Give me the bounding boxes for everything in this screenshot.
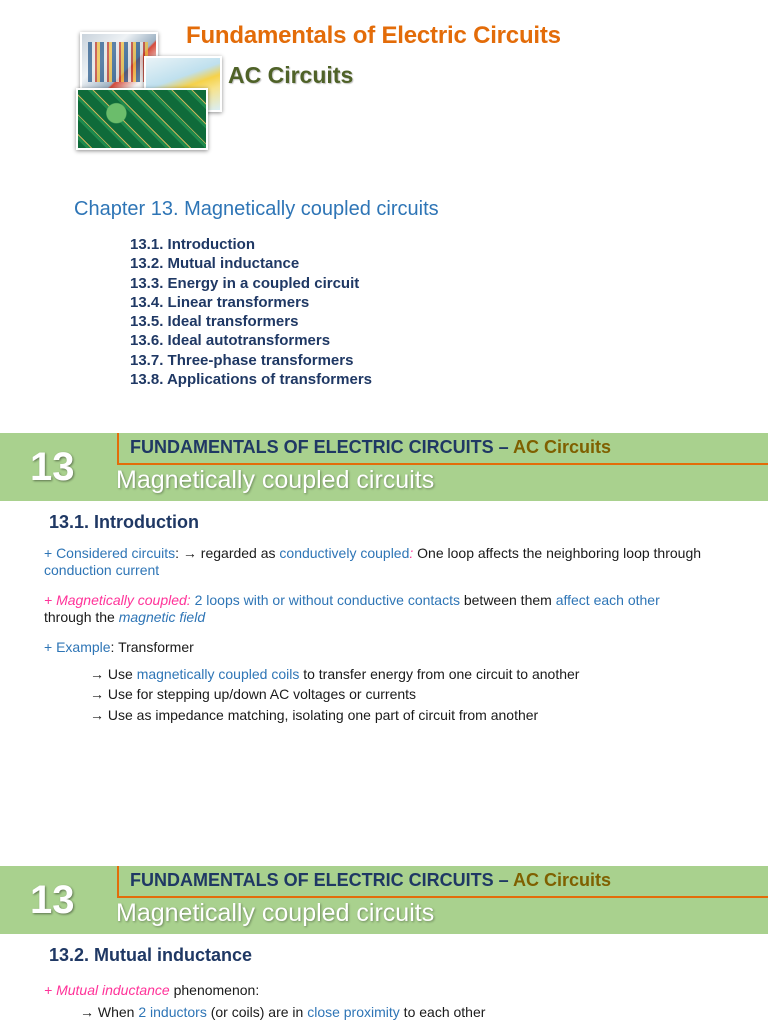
text: 2 loops with or without conductive contacts	[190, 592, 460, 608]
banner-divider	[117, 866, 119, 898]
paragraph-magnetically-coupled	[44, 592, 744, 626]
text: to transfer energy from one circuit to another	[299, 666, 580, 682]
banner-divider	[117, 433, 119, 465]
term-2-inductors: 2 inductors	[138, 1004, 207, 1020]
term-conductively-coupled: conductively coupled	[279, 545, 410, 561]
term-magnetically-coupled: + Magnetically coupled:	[44, 592, 191, 608]
text: → When	[80, 1004, 139, 1020]
banner-heading-main: FUNDAMENTALS OF ELECTRIC CIRCUITS –	[130, 870, 513, 890]
banner-chapter-number: 13	[30, 445, 75, 489]
text: : Transformer	[110, 639, 194, 655]
text: (or coils) are in	[206, 1004, 308, 1020]
toc-item: 13.5. Ideal transformers	[130, 313, 299, 331]
toc-item: 13.3. Energy in a coupled circuit	[130, 274, 360, 292]
banner-title: Magnetically coupled circuits	[116, 466, 435, 494]
text: :	[409, 545, 414, 561]
term-mutual-inductance: + Mutual inductance	[44, 982, 170, 998]
toc-item: 13.1. Introduction	[130, 236, 256, 253]
text: phenomenon:	[169, 982, 260, 998]
toc-item: 13.8. Applications of transformers	[130, 371, 373, 389]
circuit-board-photo	[76, 88, 208, 150]
banner-rule	[118, 463, 768, 465]
list-item	[90, 666, 579, 683]
text: One loop affects the neighboring loop through	[413, 545, 702, 561]
term-close-proximity: close proximity	[307, 1004, 400, 1020]
banner-rule	[118, 896, 768, 898]
banner-heading	[130, 437, 611, 458]
text: → Use as impedance matching, isolating one part of circuit from another	[90, 707, 539, 723]
term-considered-circuits: + Considered circuits	[44, 545, 176, 561]
text: → Use for stepping up/down AC voltages or currents	[90, 686, 417, 702]
text: → Use	[90, 666, 137, 682]
banner-title: Magnetically coupled circuits	[116, 899, 435, 927]
toc-item: 13.7. Three-phase transformers	[130, 351, 354, 369]
term-conduction-current: conduction current	[44, 562, 160, 578]
text: to each other	[399, 1004, 486, 1020]
toc-item: 13.4. Linear transformers	[130, 293, 310, 311]
course-title: Fundamentals of Electric Circuits	[186, 22, 561, 49]
toc-item: 13.6. Ideal autotransformers	[130, 332, 331, 350]
term-example: + Example	[44, 639, 111, 655]
section-heading: 13.1. Introduction	[49, 512, 200, 532]
text: magnetically coupled coils	[136, 666, 300, 682]
course-subtitle: AC Circuits	[228, 62, 354, 88]
term-affect-each-other: affect each other	[555, 592, 660, 608]
paragraph-considered-circuits	[44, 545, 744, 579]
banner-heading-accent: AC Circuits	[513, 870, 612, 890]
section-banner	[0, 866, 768, 934]
text: through the	[44, 609, 119, 625]
text: : → regarded as	[175, 545, 280, 561]
table-of-contents	[130, 235, 372, 389]
paragraph-mutual-inductance	[44, 982, 259, 999]
paragraph-example	[44, 639, 194, 656]
list-item	[90, 686, 416, 703]
banner-heading	[130, 870, 611, 891]
toc-item: 13.2. Mutual inductance	[130, 255, 300, 273]
section-banner	[0, 433, 768, 501]
section-heading: 13.2. Mutual inductance	[49, 945, 253, 965]
list-item	[80, 1004, 485, 1021]
chapter-title: Chapter 13. Magnetically coupled circuits	[74, 198, 439, 220]
banner-chapter-number: 13	[30, 878, 75, 922]
term-magnetic-field: magnetic field	[118, 609, 206, 625]
banner-heading-main: FUNDAMENTALS OF ELECTRIC CIRCUITS –	[130, 437, 513, 457]
text: between them	[459, 592, 556, 608]
list-item	[90, 707, 538, 724]
banner-heading-accent: AC Circuits	[513, 437, 612, 457]
